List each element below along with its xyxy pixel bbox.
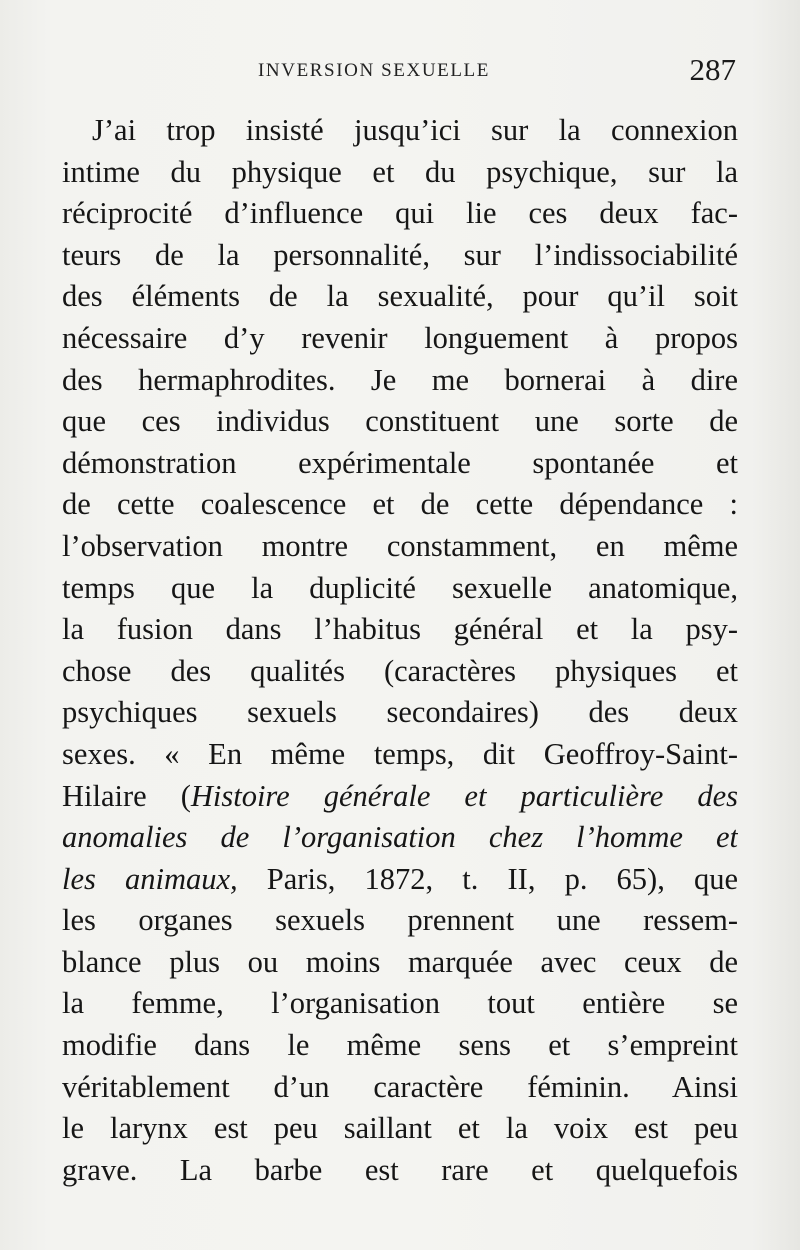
text-line-citation-start	[62, 776, 738, 818]
text-line: sexes. « En même temps, dit Geoffroy-Saint-	[62, 736, 738, 771]
text-roman: Paris, 1872, t. II, p. 65), que	[237, 861, 738, 896]
running-title: INVERSION SEXUELLE	[258, 60, 490, 81]
text-line: le larynx est peu saillant et la voix est peu	[62, 1111, 738, 1146]
text-line-citation-end	[62, 859, 738, 901]
text-line: temps que la duplicité sexuelle anatomique,	[62, 570, 738, 605]
text-line: blance plus ou moins marquée avec ceux de	[62, 944, 738, 979]
text-line: la femme, l’organisation tout entière se	[62, 986, 738, 1021]
text-line-italic: anomalies de l’organisation chez l’homme et	[62, 820, 738, 855]
text-roman: Hilaire (	[62, 778, 191, 813]
text-line: intime du physique et du psychique, sur la	[62, 154, 738, 189]
text-italic-title: Histoire générale et particulière des	[190, 778, 738, 813]
text-line: les organes sexuels prennent une ressem-	[62, 903, 738, 938]
text-italic-title: les animaux,	[62, 861, 238, 896]
text-line: des hermaphrodites. Je me bornerai à dire	[62, 362, 738, 397]
text-line: nécessaire d’y revenir longuement à propos	[62, 320, 738, 355]
text-line: teurs de la personnalité, sur l’indissociabilité	[62, 237, 738, 272]
text-line: que ces individus constituent une sorte de	[62, 404, 738, 439]
text-line: véritablement d’un caractère féminin. Ainsi	[62, 1069, 738, 1104]
text-line: l’observation montre constamment, en même	[62, 528, 738, 563]
text-line: de cette coalescence et de cette dépendance :	[62, 487, 738, 522]
body-text	[62, 110, 738, 1191]
text-line: réciprocité d’influence qui lie ces deux fac-	[62, 196, 738, 231]
text-line: des éléments de la sexualité, pour qu’il soit	[62, 279, 738, 314]
text-line: grave. La barbe est rare et quelquefois	[62, 1152, 738, 1187]
text-line: modifie dans le même sens et s’empreint	[62, 1028, 738, 1063]
page-header	[62, 52, 740, 92]
text-line: psychiques sexuels secondaires) des deux	[62, 695, 738, 730]
text-line: J’ai trop insisté jusqu’ici sur la connexion	[92, 113, 738, 147]
page-number: 287	[689, 52, 736, 87]
text-line: la fusion dans l’habitus général et la psy-	[62, 612, 738, 647]
text-line: démonstration expérimentale spontanée et	[62, 445, 738, 480]
text-line: chose des qualités (caractères physiques et	[62, 653, 738, 688]
